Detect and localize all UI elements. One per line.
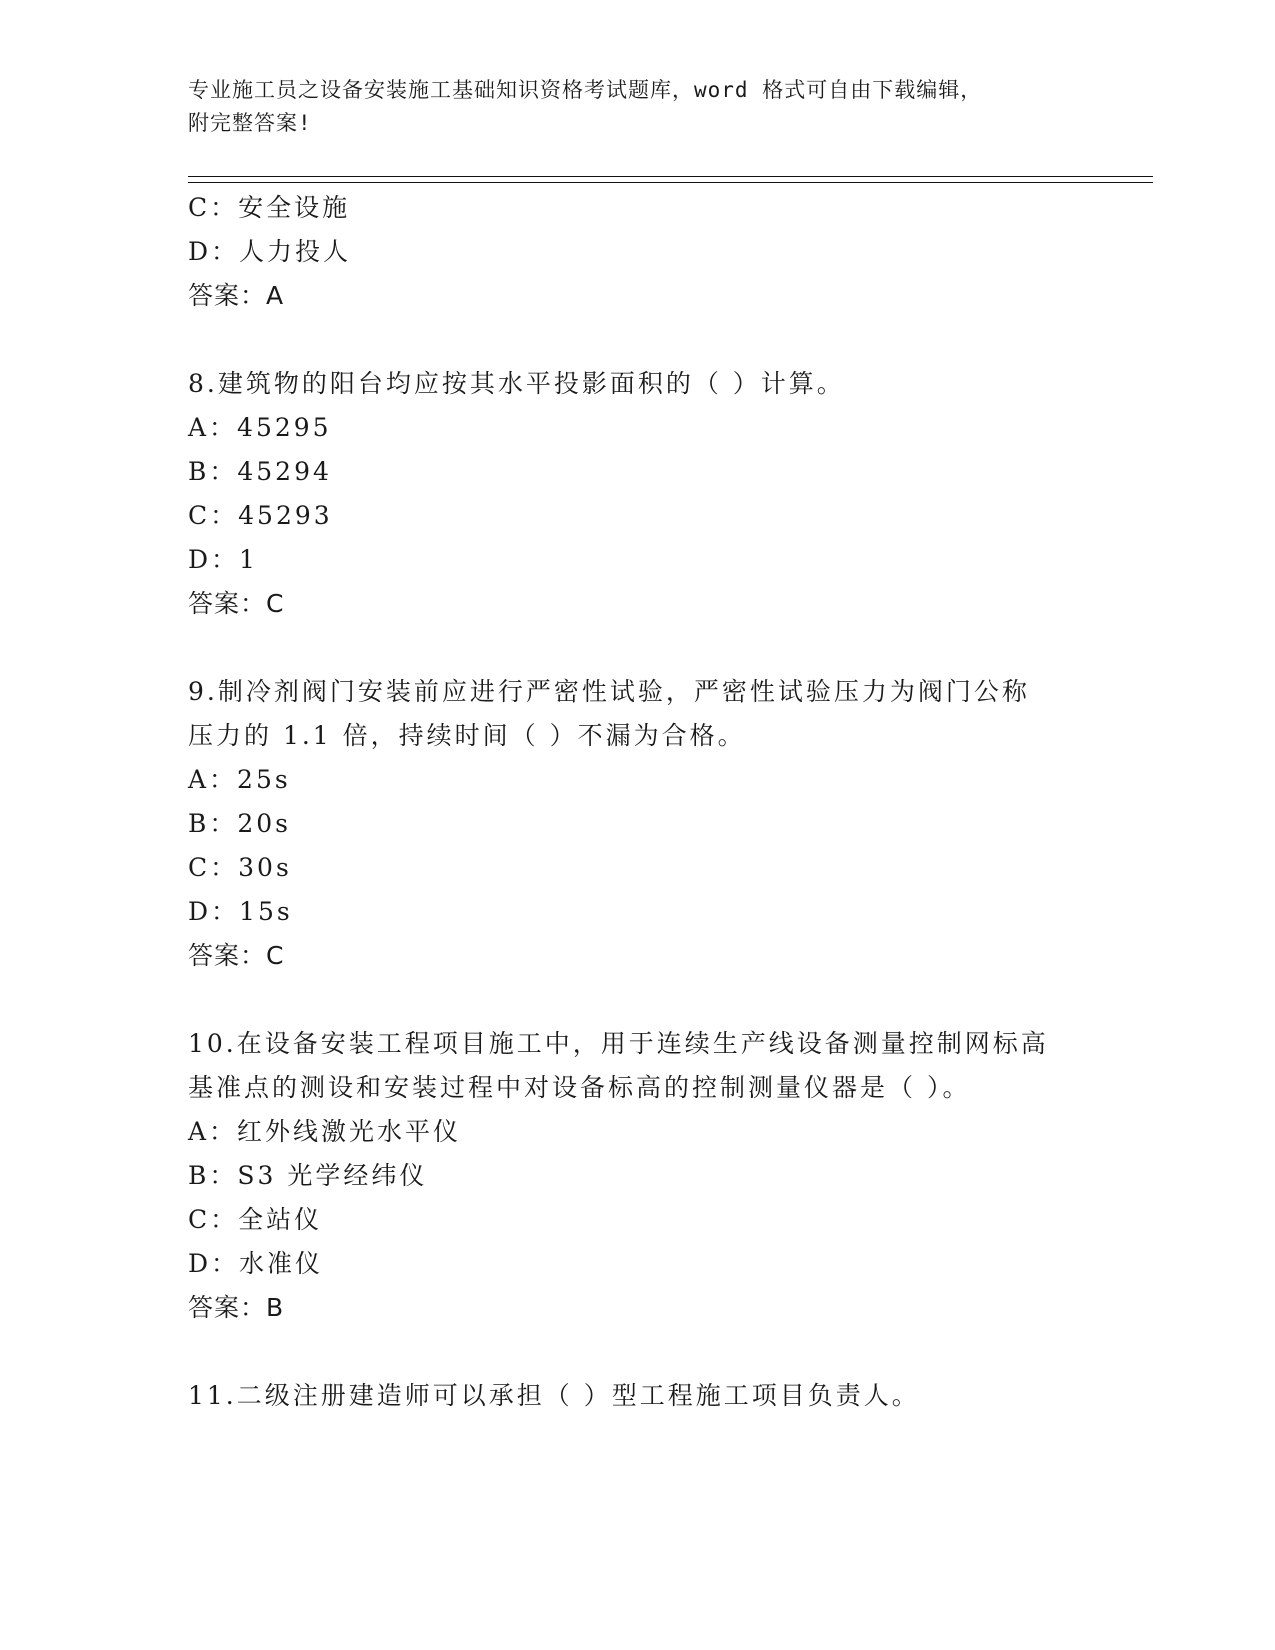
q8-answer: 答案：C: [188, 589, 285, 618]
prev-option-d: D：人力投人: [188, 237, 352, 266]
header-line-2: 附完整答案!: [188, 111, 312, 135]
q8-option-c: C：45293: [188, 501, 333, 530]
prev-answer: 答案：A: [188, 281, 285, 310]
header-divider-bottom: [188, 182, 1153, 183]
q10-option-d: D：水准仪: [188, 1249, 324, 1278]
header-line-1: 专业施工员之设备安装施工基础知识资格考试题库，word 格式可自由下载编辑，: [188, 78, 983, 102]
q10-question-line-1: 10.在设备安装工程项目施工中，用于连续生产线设备测量控制网标高: [188, 1029, 1049, 1058]
q9-option-a: A：25s: [188, 765, 291, 794]
q8-option-b: B：45294: [188, 457, 332, 486]
q11-question: 11.二级注册建造师可以承担（ ）型工程施工项目负责人。: [188, 1381, 920, 1410]
q10-question-line-2: 基准点的测设和安装过程中对设备标高的控制测量仪器是（ ）。: [188, 1073, 971, 1102]
q10-option-b: B：S3 光学经纬仪: [188, 1161, 428, 1190]
q10-option-a: A：红外线激光水平仪: [188, 1117, 462, 1146]
q9-answer: 答案：C: [188, 941, 285, 970]
header-divider-top: [188, 176, 1153, 177]
q10-option-c: C：全站仪: [188, 1205, 323, 1234]
q8-question: 8.建筑物的阳台均应按其水平投影面积的（ ）计算。: [188, 369, 845, 398]
q10-answer: 答案：B: [188, 1293, 285, 1322]
document-header: [188, 74, 1088, 140]
q9-question-line-1: 9.制冷剂阀门安装前应进行严密性试验，严密性试验压力为阀门公称: [188, 677, 1030, 706]
q9-option-c: C：30s: [188, 853, 292, 882]
q9-option-d: D：15s: [188, 897, 293, 926]
q9-question-line-2: 压力的 1.1 倍，持续时间（ ）不漏为合格。: [188, 721, 746, 750]
prev-option-c: C：安全设施: [188, 193, 351, 222]
q8-option-d: D：1: [188, 545, 258, 574]
q9-option-b: B：20s: [188, 809, 292, 838]
q8-option-a: A：45295: [188, 413, 332, 442]
